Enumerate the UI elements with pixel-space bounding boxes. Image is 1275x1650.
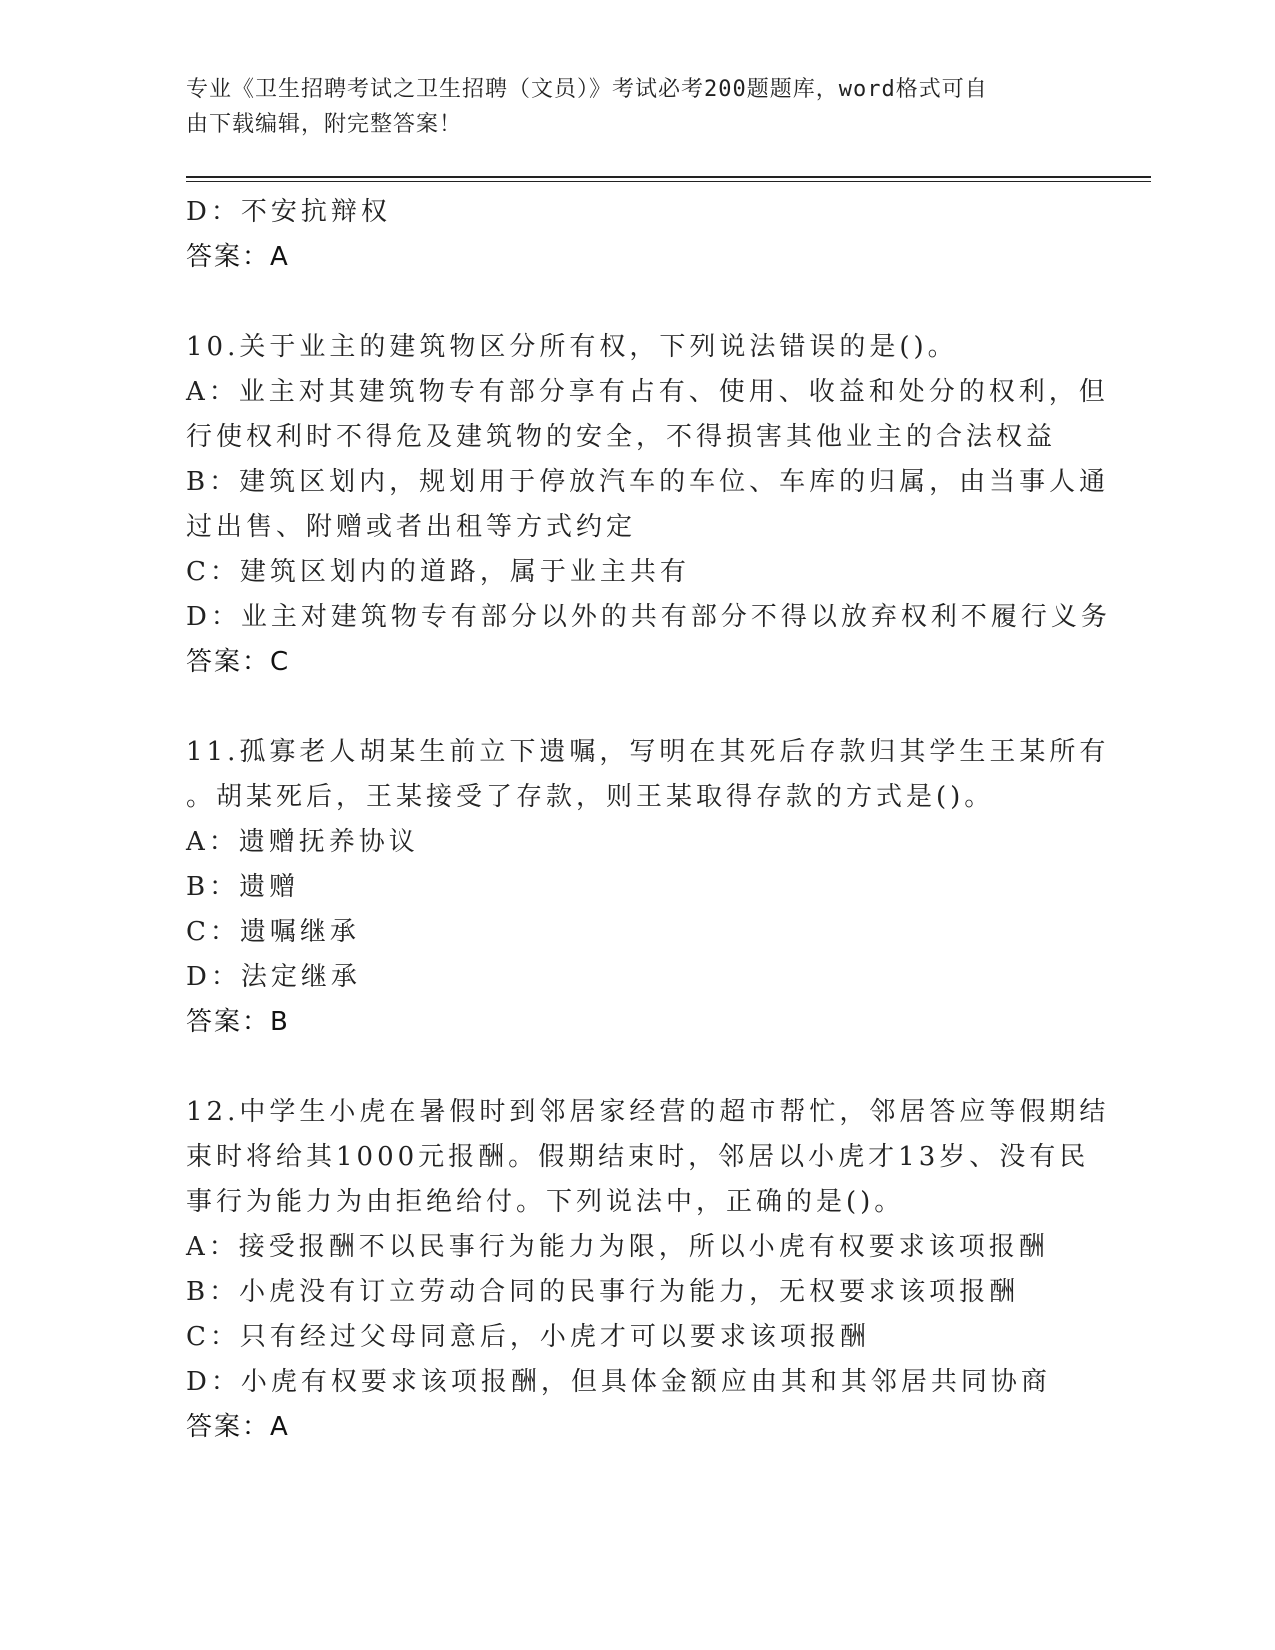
spacer <box>186 1045 1086 1090</box>
question-stem: 10.关于业主的建筑物区分所有权，下列说法错误的是()。 <box>186 332 958 362</box>
question-stem: 12.中学生小虎在暑假时到邻居家经营的超市帮忙，邻居答应等假期结 <box>186 1097 1110 1127</box>
option-b: B：建筑区划内，规划用于停放汽车的车位、车库的归属，由当事人通 <box>186 467 1110 497</box>
spacer <box>186 280 1086 325</box>
question-stem-continued: 。胡某死后，王某接受了存款，则王某取得存款的方式是()。 <box>186 782 995 812</box>
answer-line: 答案：A <box>186 1412 290 1442</box>
document-body <box>186 190 1111 1450</box>
option-a: A：业主对其建筑物专有部分享有占有、使用、收益和处分的权利，但 <box>186 377 1109 407</box>
previous-question-tail <box>186 190 1086 280</box>
question-11 <box>186 730 1110 1045</box>
header-rule-thin <box>186 181 1151 182</box>
question-stem: 11.孤寡老人胡某生前立下遗嘱，写明在其死后存款归其学生王某所有 <box>186 737 1110 767</box>
answer-line: 答案：B <box>186 1007 290 1037</box>
question-stem-continued: 事行为能力为由拒绝给付。下列说法中，正确的是()。 <box>186 1187 905 1217</box>
option-b: B：遗赠 <box>186 872 300 902</box>
option-b: B：小虎没有订立劳动合同的民事行为能力，无权要求该项报酬 <box>186 1277 1020 1307</box>
document-header <box>186 72 1066 142</box>
spacer <box>186 685 1086 730</box>
option-d: D：业主对建筑物专有部分以外的共有部分不得以放弃权利不履行义务 <box>186 602 1111 632</box>
header-rule-thick <box>186 176 1151 178</box>
question-12 <box>186 1090 1110 1450</box>
option-c: C：遗嘱继承 <box>186 917 360 947</box>
option-c: C：建筑区划内的道路，属于业主共有 <box>186 557 690 587</box>
answer-line: 答案：C <box>186 647 291 677</box>
question-10 <box>186 325 1111 685</box>
option-d: D：法定继承 <box>186 962 361 992</box>
option-d: D：小虎有权要求该项报酬，但具体金额应由其和其邻居共同协商 <box>186 1367 1051 1397</box>
option-a-continued: 行使权利时不得危及建筑物的安全，不得损害其他业主的合法权益 <box>186 422 1057 452</box>
header-line-2: 由下载编辑，附完整答案！ <box>186 112 463 137</box>
option-c: C：只有经过父母同意后，小虎才可以要求该项报酬 <box>186 1322 870 1352</box>
header-line-1: 专业《卫生招聘考试之卫生招聘（文员）》考试必考200题题库，word格式可自 <box>186 77 988 102</box>
option-d: D：不安抗辩权 <box>186 197 391 227</box>
answer-line: 答案：A <box>186 242 290 272</box>
option-b-continued: 过出售、附赠或者出租等方式约定 <box>186 512 637 542</box>
option-a: A：接受报酬不以民事行为能力为限，所以小虎有权要求该项报酬 <box>186 1232 1049 1262</box>
option-a: A：遗赠抚养协议 <box>186 827 419 857</box>
question-stem-continued: 束时将给其1000元报酬。假期结束时，邻居以小虎才13岁、没有民 <box>186 1142 1090 1172</box>
